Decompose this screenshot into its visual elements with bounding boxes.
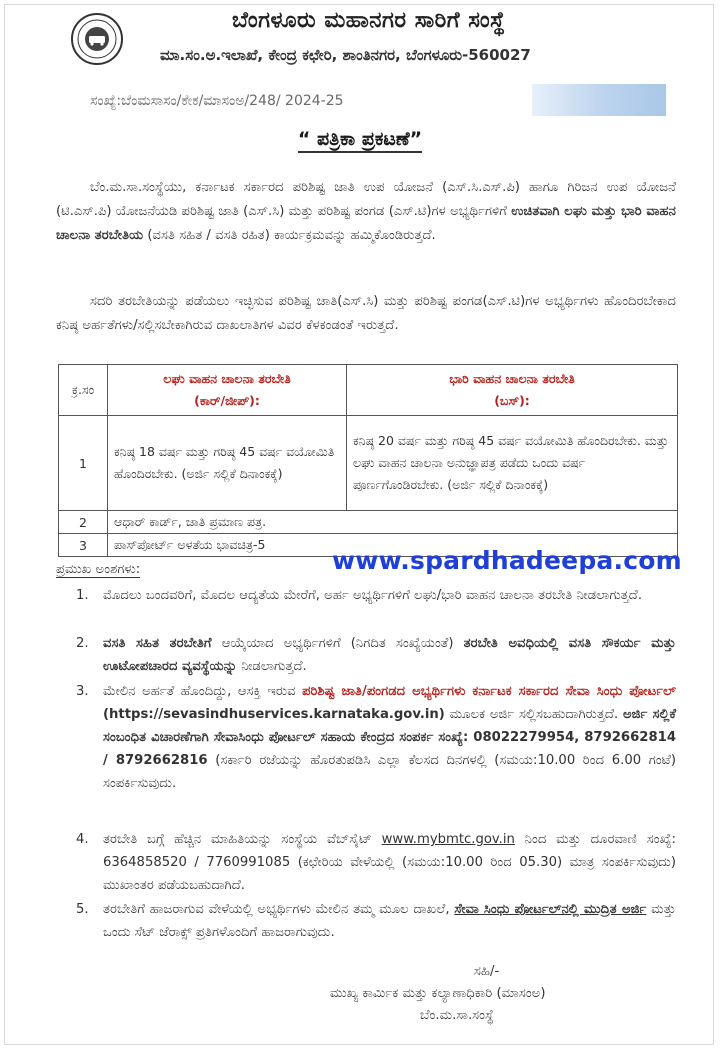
table-cell: ಪಾಸ್‌ಪೋರ್ಟ್ ಅಳತೆಯ ಭಾವಚಿತ್ರ-5 xyxy=(108,534,678,557)
table-header-cell: ಭಾರಿ ವಾಹನ ಚಾಲನಾ ತರಬೇತಿ (ಬಸ್): xyxy=(347,365,678,416)
table-row xyxy=(59,416,678,511)
table-header-cell: ಲಘು ವಾಹನ ಚಾಲನಾ ತರಬೇತಿ (ಕಾರ್/ಜೀಪ್): xyxy=(108,365,347,416)
table-cell: 2 xyxy=(59,511,108,534)
point-item: 4. ತರಬೇತಿ ಬಗ್ಗೆ ಹೆಚ್ಚಿನ ಮಾಹಿತಿಯನ್ನು ಸಂಸ್ಥೆಯ ವೆಬ್‌ಸೈಟ್ www.mybmtc.gov.in ನಿಂದ ಮತ್ತು ದೂರವಾಣಿ ಸಂಖ್ಯೆ: 6364858520 / 7760991085 (ಕಛೇರಿಯ ವೇಳೆಯಲ್ಲಿ (ಸಮಯ:10.00 ರಿಂದ 05.30) ಮಾತ್ರ ಸಂಪರ್ಕಿಸುವುದು) ಮುಖಾಂತರ ಪಡೆಯಬಹುದಾಗಿದೆ. xyxy=(76,832,676,893)
reference-number: ಸಂಖ್ಯೆ:ಬೆಂಮಸಾಸಂ/ಕೇಕ/ಮಾಸಂಅ/248/ 2024-25 xyxy=(90,93,344,109)
point-item: 5. ತರಬೇತಿಗೆ ಹಾಜರಾಗುವ ವೇಳೆಯಲ್ಲಿ ಅಭ್ಯರ್ಥಿಗಳು ಮೇಲಿನ ತಮ್ಮ ಮೂಲ ದಾಖಲೆ, ಸೇವಾ ಸಿಂಧು ಪೋರ್ಟಲ್‌ನಲ್ಲಿ ಮುದ್ರಿತ ಅರ್ಜಿ ಮತ್ತು ಒಂದು ಸೆಟ್ ಜೆರಾಕ್ಸ್ ಪ್ರತಿಗಳೊಂದಿಗೆ ಹಾಜರಾಗುವುದು. xyxy=(76,902,676,940)
points-title: ಪ್ರಮುಖ ಅಂಶಗಳು: xyxy=(56,562,141,577)
table-cell: 1 xyxy=(59,416,108,511)
table-row xyxy=(59,511,678,534)
sevasindhu-link[interactable]: (https://sevasindhuservices.karnataka.gov.in) xyxy=(103,707,445,722)
table-cell: ಕನಿಷ್ಠ 20 ವರ್ಷ ಮತ್ತು ಗರಿಷ್ಠ 45 ವರ್ಷ ವಯೋಮಿತಿ ಹೊಂದಿರಬೇಕು. ಮತ್ತು ಲಘು ವಾಹನ ಚಾಲನಾ ಅನುಜ್ಞಾಪತ್ರ ಪಡೆದು ಒಂದು ವರ್ಷ ಪೂರ್ಣಗೊಂಡಿರಬೇಕು. (ಅರ್ಜಿ ಸಲ್ಲಿಕೆ ದಿನಾಂಕಕ್ಕೆ) xyxy=(347,416,678,511)
signature-sd: ಸಹಿ/- xyxy=(474,964,500,979)
organization-address: ಮಾ.ಸಂ.ಅ.ಇಲಾಖೆ, ಕೇಂದ್ರ ಕಛೇರಿ, ಶಾಂತಿನಗರ, ಬೆಂಗಳೂರು-560027 xyxy=(160,46,531,64)
bmtc-logo xyxy=(70,12,124,66)
intro-paragraph-2: ಸದರಿ ತರಬೇತಿಯನ್ನು ಪಡೆಯಲು ಇಚ್ಛಿಸುವ ಪರಿಶಿಷ್ಟ ಜಾತಿ(ಎಸ್.ಸಿ) ಮತ್ತು ಪರಿಶಿಷ್ಟ ಪಂಗಡ(ಎಸ್.ಟಿ)ಗಳ ಅಭ್ಯರ್ಥಿಗಳು ಹೊಂದಿರಬೇಕಾದ ಕನಿಷ್ಠ ಅರ್ಹತೆಗಳು/ಸಲ್ಲಿಸಬೇಕಾಗಿರುವ ದಾಖಲಾತಿಗಳ ವಿವರ ಕೆಳಕಂಡಂತೆ ಇರುತ್ತದೆ. xyxy=(56,294,676,333)
signature-designation: ಮುಖ್ಯ ಕಾರ್ಮಿಕ ಮತ್ತು ಕಲ್ಯಾಣಾಧಿಕಾರಿ (ಮಾಸಂಅ) xyxy=(330,986,546,1001)
point-item: 3. ಮೇಲಿನ ಅರ್ಹತೆ ಹೊಂದಿದ್ದು, ಆಸಕ್ತಿ ಇರುವ ಪರಿಶಿಷ್ಟ ಜಾತಿ/ಪಂಗಡದ ಅಭ್ಯರ್ಥಿಗಳು ಕರ್ನಾಟಕ ಸರ್ಕಾರದ ಸೇವಾ ಸಿಂಧು ಪೋರ್ಟಲ್ (https://sevasindhuservices.karnataka.gov.in) ಮೂಲಕ ಅರ್ಜಿ ಸಲ್ಲಿಸಬಹುದಾಗಿರುತ್ತದೆ. ಅರ್ಜಿ ಸಲ್ಲಿಕೆ ಸಂಬಂಧಿತ ವಿಚಾರಣೆಗಾಗಿ ಸೇವಾಸಿಂಧು ಪೋರ್ಟಲ್ ಸಹಾಯ ಕೇಂದ್ರದ ಸಂಪರ್ಕ ಸಂಖ್ಯೆ: 08022279954, 8792662814 / 8792662816 (ಸರ್ಕಾರಿ ರಜೆಯನ್ನು ಹೊರತುಪಡಿಸಿ ಎಲ್ಲಾ ಕೆಲಸದ ದಿನಗಳಲ್ಲಿ (ಸಮಯ:10.00 ರಿಂದ 6.00 ಗಂಟೆ) ಸಂಪರ್ಕಿಸುವುದು. xyxy=(76,684,676,791)
organization-title: ಬೆಂಗಳೂರು ಮಹಾನಗರ ಸಾರಿಗೆ ಸಂಸ್ಥೆ xyxy=(232,8,506,33)
table-cell: 3 xyxy=(59,534,108,557)
mybmtc-link[interactable]: www.mybmtc.gov.in xyxy=(381,832,515,847)
table-cell: ಕನಿಷ್ಠ 18 ವರ್ಷ ಮತ್ತು ಗರಿಷ್ಠ 45 ವರ್ಷ ವಯೋಮಿತಿ ಹೊಂದಿರಬೇಕು. (ಅರ್ಜಿ ಸಲ್ಲಿಕೆ ದಿನಾಂಕಕ್ಕೆ) xyxy=(108,416,347,511)
table-header-cell: ಕ್ರ.ಸಂ xyxy=(59,365,108,416)
table-cell: ಆಧಾರ್ ಕಾರ್ಡ್, ಜಾತಿ ಪ್ರಮಾಣ ಪತ್ರ. xyxy=(108,511,678,534)
eligibility-table xyxy=(58,364,678,557)
point-item: 2. ವಸತಿ ಸಹಿತ ತರಬೇತಿಗೆ ಆಯ್ಕೆಯಾದ ಅಭ್ಯರ್ಥಿಗಳಿಗೆ (ನಿಗದಿತ ಸಂಖ್ಯೆಯಂತೆ) ತರಬೇತಿ ಅವಧಿಯಲ್ಲಿ ವಸತಿ ಸೌಕರ್ಯ ಮತ್ತು ಊಟೋಪಚಾರದ ವ್ಯವಸ್ಥೆಯನ್ನು ನೀಡಲಾಗುತ್ತದೆ. xyxy=(76,636,676,674)
watermark: www.spardhadeepa.com xyxy=(332,546,682,575)
blurred-date-area xyxy=(532,84,666,116)
point-item: 1. ಮೊದಲು ಬಂದವರಿಗೆ, ಮೊದಲ ಆದ್ಯತೆಯ ಮೇರೆಗೆ, ಅರ್ಹ ಅಭ್ಯರ್ಥಿಗಳಿಗೆ ಲಘು/ಭಾರಿ ವಾಹನ ಚಾಲನಾ ತರಬೇತಿ ನೀಡಲಾಗುತ್ತದೆ. xyxy=(76,588,643,603)
signature-organization: ಬೆಂ.ಮ.ಸಾ.ಸಂಸ್ಥೆ xyxy=(420,1008,494,1023)
table-header-row xyxy=(59,365,678,416)
page-title: “ ಪತ್ರಿಕಾ ಪ್ರಕಟಣೆ” xyxy=(0,128,720,150)
intro-paragraph-1: ಬೆಂ.ಮ.ಸಾ.ಸಂಸ್ಥೆಯು, ಕರ್ನಾಟಕ ಸರ್ಕಾರದ ಪರಿಶಿಷ್ಟ ಜಾತಿ ಉಪ ಯೋಜನೆ (ಎಸ್.ಸಿ.ಎಸ್.ಪಿ) ಹಾಗೂ ಗಿರಿಜನ ಉಪ ಯೋಜನೆ (ಟಿ.ಎಸ್.ಪಿ) ಯೋಜನೆಯಡಿ ಪರಿಶಿಷ್ಟ ಜಾತಿ (ಎಸ್.ಸಿ) ಮತ್ತು ಪರಿಶಿಷ್ಟ ಪಂಗಡ (ಎಸ್.ಟಿ)ಗಳ ಅಭ್ಯರ್ಥಿಗಳಿಗೆ ಉಚಿತವಾಗಿ ಲಘು ಮತ್ತು ಭಾರಿ ವಾಹನ ಚಾಲನಾ ತರಬೇತಿಯ (ವಸತಿ ಸಹಿತ / ವಸತಿ ರಹಿತ) ಕಾರ್ಯಕ್ರಮವನ್ನು ಹಮ್ಮಿಕೊಂಡಿರುತ್ತದೆ. xyxy=(56,180,676,243)
